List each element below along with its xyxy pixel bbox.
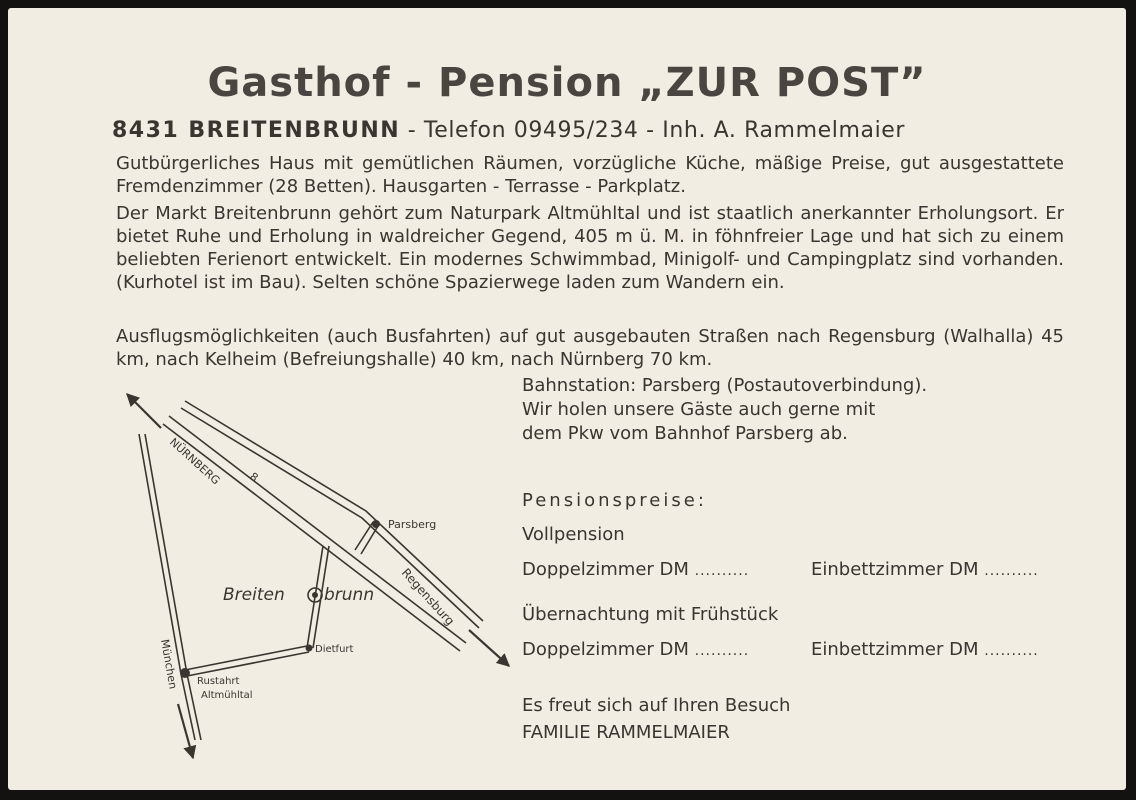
map-label-regensburg: Regensburg [398,565,458,629]
station-line-3: dem Pkw vom Bahnhof Parsberg ab. [522,423,848,444]
map-label-nuernberg: NÜRNBERG [166,435,223,488]
page-title: Gasthof - Pension „ZUR POST” [207,60,927,106]
single-room-label: Einbettzimmer DM [811,639,979,660]
price-blank: .......... [984,563,1039,579]
arrow-muenchen [178,704,193,758]
parsberg-dot [372,520,380,528]
map-label-breiten: Breiten [223,585,285,605]
breitenbrunn-dot [312,592,318,598]
bb-single-room [811,639,1039,660]
full-board-label: Vollpension [522,524,625,545]
road-parsberg-link-a [355,522,373,550]
postcard [8,8,1126,790]
intro-paragraph: Gutbürgerliches Haus mit gemütlichen Räumen, vorzügliche Küche, mäßige Preise, gut ausgestattete Fremdenzimmer (28 Betten). Hausgarten - Terrasse - Parkplatz. [116,153,1064,197]
single-room-label: Einbettzimmer DM [811,559,979,580]
station-line-1: Bahnstation: Parsberg (Postautoverbindung). [522,375,928,396]
double-room-label: Doppelzimmer DM [522,559,689,580]
road-altmuehltal-lower [187,652,309,676]
rustahrt-dot [180,668,190,678]
route-map [103,378,523,768]
double-room-label: Doppelzimmer DM [522,639,689,660]
road-muenchen-right [145,434,201,740]
map-label-muenchen: München [158,638,180,690]
map-label-altmuehltal: Altmühltal [201,690,253,701]
address: 8431 BREITENBRUNN [112,118,401,143]
owner: Inh. A. Rammelmaier [662,118,906,143]
arrow-nuernberg [127,394,161,428]
closing-line-1: Es freut sich auf Ihren Besuch [522,695,791,716]
map-label-road-number: 8 [247,469,261,485]
road-altmuehltal-upper [185,646,307,670]
bb-double-room [522,639,749,660]
separator: - [400,118,424,143]
price-blank: .......... [694,643,750,659]
contact-line [112,118,905,143]
closing-line-2: FAMILIE RAMMELMAIER [522,722,730,743]
bed-breakfast-label: Übernachtung mit Frühstück [522,604,779,625]
arrow-regensburg [469,630,509,666]
phone: Telefon 09495/234 [423,118,639,143]
map-label-dietfurt: Dietfurt [315,644,354,655]
location-paragraph: Der Markt Breitenbrunn gehört zum Naturpark Altmühltal und ist staatlich anerkannter Erholungsort. Er bietet Ruhe und Erholung in waldreicher Gegend, 405 m ü. M. in föhnfreier Lage und hat sich zu einem beliebten Ferienort entwickelt. Ein modernes Schwimmbad, Minigolf- und Campingplatz sind vorhanden. (Kurhotel ist im Bau). Selten schöne Spazierwege laden zum Wandern ein. [116,203,1064,293]
prices-heading: Pensionspreise: [522,490,707,511]
price-blank: .......... [694,563,750,579]
road-parsberg-link-b [361,526,378,554]
station-line-2: Wir holen unsere Gäste auch gerne mit [522,399,876,420]
price-blank: .......... [984,643,1039,659]
map-label-parsberg: Parsberg [388,518,437,531]
map-label-brunn: brunn [324,585,375,605]
full-board-single-room [811,559,1039,580]
dietfurt-dot [306,645,313,652]
full-board-double-room [522,559,749,580]
separator: - [638,118,663,143]
excursions-paragraph: Ausflugsmöglichkeiten (auch Busfahrten) auf gut ausgebauten Straßen nach Regensburg (Walhalla) 45 km, nach Kelheim (Befreiungshalle) 40 km, nach Nürnberg 70 km. [116,326,1064,370]
map-label-rustahrt: Rustahrt [197,676,240,687]
road-muenchen-left [139,434,195,740]
